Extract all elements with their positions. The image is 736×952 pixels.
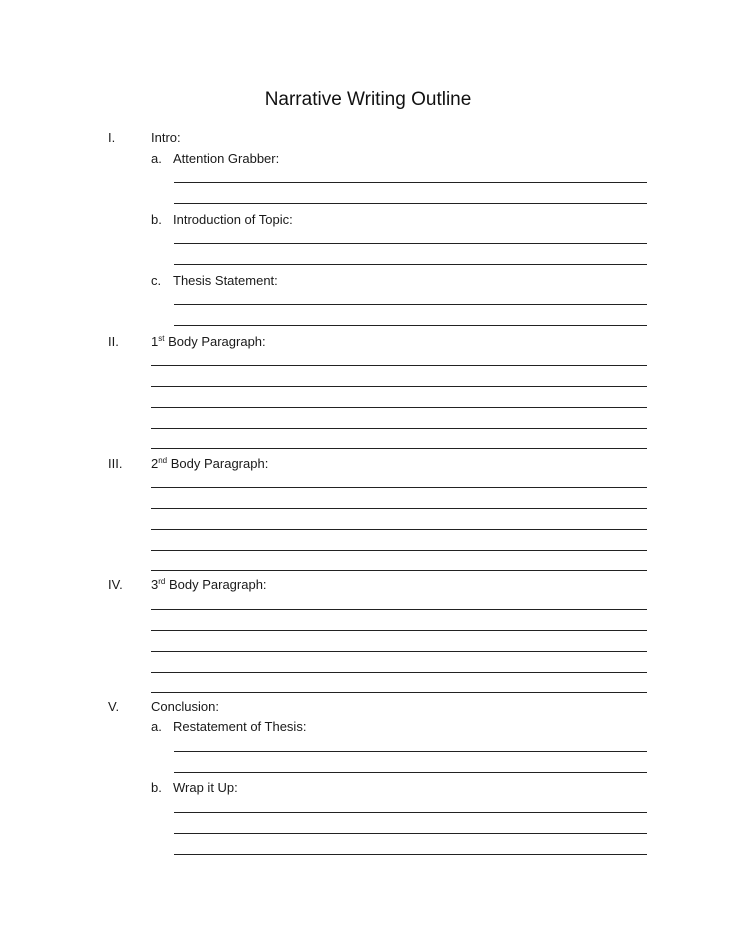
thesis-statement-line-2[interactable] (174, 325, 647, 326)
body-paragraph-3-line-3[interactable] (151, 651, 647, 652)
body-paragraph-2-line-5[interactable] (151, 570, 647, 571)
item-letter-wrap-it-up: b. (151, 780, 162, 795)
thesis-statement-line-1[interactable] (174, 304, 647, 305)
body-paragraph-1-line-1[interactable] (151, 365, 647, 366)
body-paragraph-1-line-2[interactable] (151, 386, 647, 387)
attention-grabber-line-1[interactable] (174, 182, 647, 183)
body-paragraph-1-line-3[interactable] (151, 407, 647, 408)
body-paragraph-3-line-2[interactable] (151, 630, 647, 631)
restatement-of-thesis-line-1[interactable] (174, 751, 647, 752)
heading-text: Body Paragraph: (165, 577, 267, 592)
item-letter-attention-grabber: a. (151, 151, 162, 166)
section-numeral-3: III. (108, 456, 123, 471)
body-paragraph-2-line-3[interactable] (151, 529, 647, 530)
body-paragraph-2-line-1[interactable] (151, 487, 647, 488)
section-numeral-2: II. (108, 334, 119, 349)
item-letter-thesis-statement: c. (151, 273, 162, 288)
section-numeral-5: V. (108, 699, 120, 714)
attention-grabber-line-2[interactable] (174, 203, 647, 204)
item-label-thesis-statement: Thesis Statement: (173, 273, 278, 288)
page-title: Narrative Writing Outline (264, 89, 472, 110)
ordinal-suffix: nd (158, 456, 168, 465)
section-heading-conclusion: Conclusion: (151, 699, 219, 714)
heading-text: Body Paragraph: (164, 334, 266, 349)
restatement-of-thesis-line-2[interactable] (174, 772, 647, 773)
body-paragraph-3-line-4[interactable] (151, 672, 647, 673)
item-label-introduction-of-topic: Introduction of Topic: (173, 212, 293, 227)
introduction-of-topic-line-1[interactable] (174, 243, 647, 244)
body-paragraph-2-line-2[interactable] (151, 508, 647, 509)
item-letter-introduction-of-topic: b. (151, 212, 162, 227)
body-paragraph-3-line-5[interactable] (151, 692, 647, 693)
item-letter-restatement-of-thesis: a. (151, 719, 162, 734)
section-numeral-4: IV. (108, 577, 123, 592)
body-paragraph-3-line-1[interactable] (151, 609, 647, 610)
ordinal-number: 1 (151, 334, 159, 349)
item-label-attention-grabber: Attention Grabber: (173, 151, 280, 166)
item-label-restatement-of-thesis: Restatement of Thesis: (173, 719, 307, 734)
body-paragraph-2-line-4[interactable] (151, 550, 647, 551)
heading-text: Body Paragraph: (167, 456, 269, 471)
ordinal-number: 2 (151, 456, 159, 471)
ordinal-number: 3 (151, 577, 159, 592)
introduction-of-topic-line-2[interactable] (174, 264, 647, 265)
ordinal-suffix: rd (158, 577, 166, 586)
ordinal-suffix: st (158, 334, 165, 343)
body-paragraph-1-line-4[interactable] (151, 428, 647, 429)
item-label-wrap-it-up: Wrap it Up: (173, 780, 238, 795)
section-numeral-1: I. (108, 130, 116, 145)
wrap-it-up-line-1[interactable] (174, 812, 647, 813)
wrap-it-up-line-3[interactable] (174, 854, 647, 855)
section-heading-body-paragraph-3 (151, 577, 267, 593)
section-heading-body-paragraph-2 (151, 456, 268, 472)
section-heading-intro: Intro: (151, 130, 181, 145)
section-heading-body-paragraph-1 (151, 334, 266, 350)
wrap-it-up-line-2[interactable] (174, 833, 647, 834)
body-paragraph-1-line-5[interactable] (151, 448, 647, 449)
